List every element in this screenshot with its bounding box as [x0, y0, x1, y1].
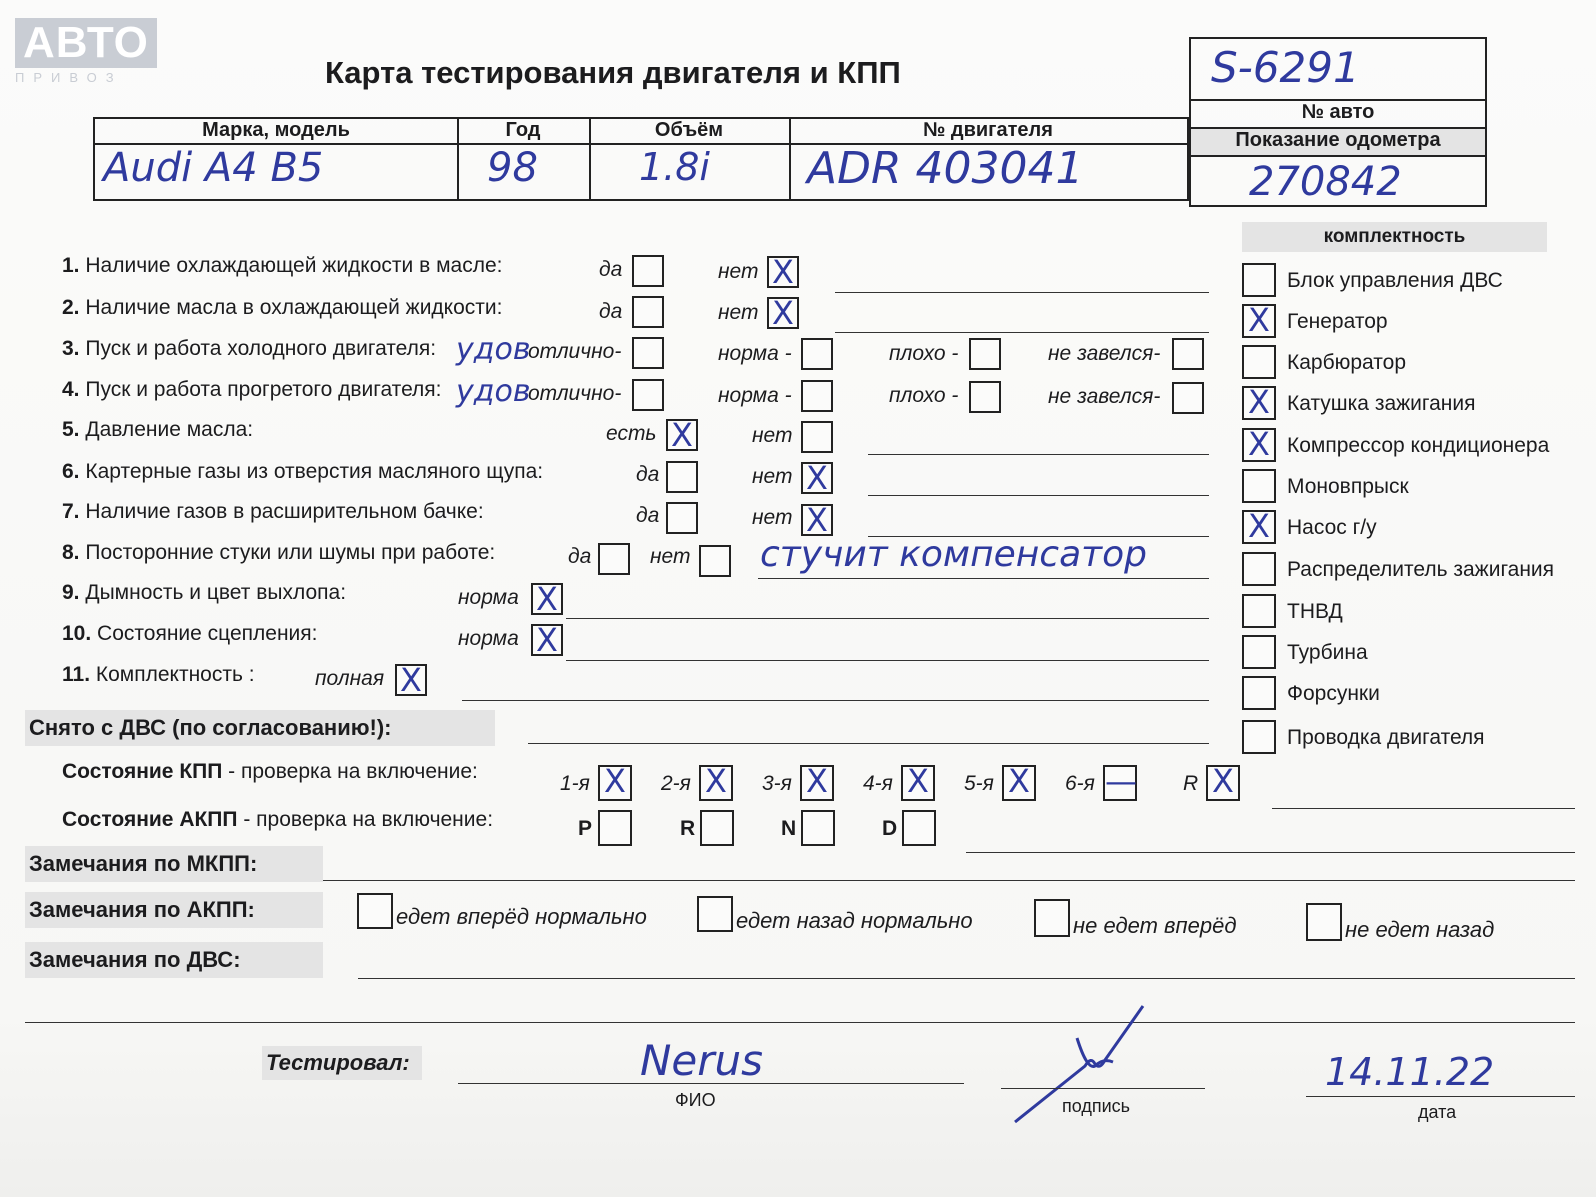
check-2-da-box[interactable]	[632, 296, 664, 328]
avto-privoz-logo	[15, 18, 157, 85]
akpp-gear-1-label: P	[578, 817, 593, 840]
kit-item-12-label: Проводка двигателя	[1287, 726, 1485, 749]
kit-item-9-box[interactable]	[1242, 594, 1276, 628]
check-4-otlichno-label: отлично-	[528, 382, 622, 405]
check-9: 9. Дымность и цвет выхлопа:	[62, 581, 347, 604]
kpp-gear-5-label: 5-я	[964, 772, 994, 795]
check-7-net-mark: X	[806, 501, 828, 539]
kpp-gear-2-label: 2-я	[661, 772, 691, 795]
kpp-gear-5-box[interactable]	[1002, 762, 1036, 801]
kpp-gear-6-label: 6-я	[1065, 772, 1095, 795]
kpp-gear-1-mark: X	[604, 762, 626, 800]
odometer-label: Показание одометра	[1235, 129, 1441, 151]
kit-title: комплектность	[1242, 222, 1547, 252]
check-4-otlichno-box[interactable]	[632, 379, 664, 411]
kpp-gear-2-box[interactable]	[699, 762, 733, 801]
akpp-opt-2-box[interactable]	[697, 896, 733, 932]
car-number-box	[1189, 37, 1487, 207]
check-4-nezavelsya-box[interactable]	[1172, 382, 1204, 414]
kit-item-10-label: Турбина	[1287, 641, 1368, 664]
check-3-handwritten: удов	[456, 332, 531, 367]
check-8-net-box[interactable]	[699, 545, 731, 577]
kit-item-8-box[interactable]	[1242, 552, 1276, 586]
kit-item-11-box[interactable]	[1242, 676, 1276, 710]
check-3-norma-box[interactable]	[801, 338, 833, 370]
check-8-da-label: да	[568, 545, 592, 568]
col-year: Год	[505, 119, 541, 141]
check-1-net-box[interactable]	[767, 253, 799, 291]
check-2-net-box[interactable]	[767, 294, 799, 332]
kpp-gear-2-mark: X	[705, 762, 727, 800]
check-4-handwritten: удов	[456, 374, 531, 409]
check-5-net-box[interactable]	[801, 421, 833, 453]
akpp-gear-2-label: R	[680, 817, 696, 840]
check-7: 7. Наличие газов в расширительном бачке:	[62, 500, 484, 523]
akpp-opt-4-label: не едет назад	[1345, 917, 1495, 942]
check-9-norma-mark: X	[536, 580, 558, 618]
volume-value: 1.8i	[639, 145, 710, 189]
check-9-norma-label: норма	[458, 586, 519, 609]
car-number-label: № авто	[1301, 101, 1375, 123]
akpp-gear-4-label: D	[882, 817, 898, 840]
kit-item-4-box[interactable]	[1242, 383, 1276, 421]
check-3-norma-label: норма -	[718, 342, 792, 365]
check-6-net-mark: X	[806, 459, 828, 497]
kpp-gear-3-label: 3-я	[762, 772, 792, 795]
check-4: 4. Пуск и работа прогретого двигателя:	[62, 378, 442, 401]
check-6-da-label: да	[636, 463, 660, 486]
check-8: 8. Посторонние стуки или шумы при работе:	[62, 541, 496, 564]
akpp-gear-3-box[interactable]	[801, 810, 835, 846]
check-7-da-label: да	[636, 504, 660, 527]
check-4-norma-label: норма -	[718, 384, 792, 407]
kit-item-1-box[interactable]	[1242, 263, 1276, 297]
check-1-net-mark: X	[772, 253, 794, 291]
odometer-value: 270842	[1249, 159, 1402, 205]
check-10-norma-label: норма	[458, 627, 519, 650]
check-1-da-label: да	[599, 258, 623, 281]
check-1: 1. Наличие охлаждающей жидкости в масле:	[62, 254, 503, 277]
check-6-net-label: нет	[752, 465, 793, 488]
check-3-nezavelsya-label: не завелся-	[1048, 342, 1161, 365]
check-10-norma-mark: X	[536, 621, 558, 659]
kit-item-2-box[interactable]	[1242, 301, 1276, 339]
kpp-gear-4-label: 4-я	[863, 772, 893, 795]
check-8-net-label: нет	[650, 545, 691, 568]
akpp-opt-4-box[interactable]	[1306, 903, 1342, 941]
logo-sub: ПРИВОЗ	[15, 70, 123, 85]
kpp-gear-6-box[interactable]	[1103, 762, 1137, 801]
kpp-gear-7-label: R	[1183, 772, 1199, 795]
check-1-net-label: нет	[718, 260, 759, 283]
remarks-akpp-label: Замечания по АКПП:	[25, 892, 323, 928]
check-4-ploho-label: плохо -	[889, 384, 959, 407]
check-5-net-label: нет	[752, 424, 793, 447]
tested-by-label: Тестировал:	[262, 1046, 422, 1080]
check-3-otlichno-box[interactable]	[632, 337, 664, 369]
akpp-opt-1-box[interactable]	[357, 893, 393, 929]
check-2-net-mark: X	[772, 294, 794, 332]
kpp-gear-3-box[interactable]	[800, 762, 834, 801]
check-11-polnaya-box[interactable]	[395, 661, 427, 699]
make-model-value: Audi A4 B5	[103, 145, 324, 191]
check-4-norma-box[interactable]	[801, 380, 833, 412]
kit-item-5-mark: X	[1248, 425, 1270, 463]
akpp-gear-1-box[interactable]	[598, 810, 632, 846]
remarks-mkpp-label: Замечания по МКПП:	[25, 846, 323, 882]
kit-item-9-label: ТНВД	[1287, 600, 1343, 623]
check-3-nezavelsya-box[interactable]	[1172, 338, 1204, 370]
kit-item-6-label: Моновпрыск	[1287, 475, 1409, 498]
kpp-gear-1-label: 1-я	[560, 772, 590, 795]
fio-value: Nerus	[640, 1036, 764, 1085]
check-3-ploho-box[interactable]	[969, 338, 1001, 370]
kpp-gear-1-box[interactable]	[598, 762, 632, 801]
kit-item-5-box[interactable]	[1242, 425, 1276, 463]
akpp-opt-3-box[interactable]	[1034, 899, 1070, 937]
akpp-label: Состояние АКПП - проверка на включение:	[62, 808, 494, 831]
check-3-ploho-label: плохо -	[889, 342, 959, 365]
kpp-gear-4-mark: X	[907, 762, 929, 800]
check-2-net-label: нет	[718, 301, 759, 324]
date-value: 14.11.22	[1325, 1050, 1495, 1094]
check-6-da-box[interactable]	[666, 461, 698, 493]
check-1-da-box[interactable]	[632, 255, 664, 287]
kit-item-4-mark: X	[1248, 383, 1270, 421]
check-11-polnaya-label: полная	[315, 667, 385, 690]
sign-caption: подпись	[1062, 1096, 1131, 1116]
check-8-note: стучит компенсатор	[760, 534, 1147, 575]
check-10: 10. Состояние сцепления:	[62, 622, 318, 645]
year-value: 98	[487, 145, 538, 191]
check-5: 5. Давление масла:	[62, 418, 254, 441]
check-7-net-label: нет	[752, 506, 793, 529]
check-2: 2. Наличие масла в охлаждающей жидкости:	[62, 296, 503, 319]
kpp-gear-7-box[interactable]	[1206, 762, 1240, 801]
check-5-est-label: есть	[606, 422, 657, 445]
col-make-model: Марка, модель	[202, 119, 350, 141]
kit-item-5-label: Компрессор кондиционера	[1287, 434, 1550, 457]
fio-caption: ФИО	[675, 1090, 716, 1110]
logo-brand: АВТО	[15, 18, 157, 68]
kit-item-7-mark: X	[1248, 507, 1270, 545]
check-4-nezavelsya-label: не завелся-	[1048, 385, 1161, 408]
check-8-da-box[interactable]	[598, 543, 630, 575]
kit-item-3-label: Карбюратор	[1287, 351, 1407, 374]
car-number-value: S-6291	[1211, 43, 1360, 92]
check-6: 6. Картерные газы из отверстия масляного щупа:	[62, 460, 544, 483]
kit-item-8-label: Распределитель зажигания	[1287, 558, 1555, 581]
akpp-opt-1-label: едет вперёд нормально	[396, 904, 647, 929]
check-9-norma-box[interactable]	[531, 580, 563, 618]
akpp-opt-2-label: едет назад нормально	[736, 908, 973, 933]
col-engine-no: № двигателя	[923, 119, 1053, 141]
check-5-est-mark: X	[671, 416, 693, 454]
date-caption: дата	[1418, 1102, 1457, 1122]
check-3: 3. Пуск и работа холодного двигателя:	[62, 337, 437, 360]
check-10-norma-box[interactable]	[531, 621, 563, 659]
kpp-gear-7-mark: X	[1212, 762, 1234, 800]
kpp-label: Состояние КПП - проверка на включение:	[62, 760, 478, 783]
kpp-gear-5-mark: X	[1008, 762, 1030, 800]
akpp-gear-2-box[interactable]	[700, 810, 734, 846]
akpp-gear-4-box[interactable]	[902, 810, 936, 846]
kit-item-1-label: Блок управления ДВС	[1287, 269, 1503, 292]
kit-item-2-mark: X	[1248, 301, 1270, 339]
kit-item-3-box[interactable]	[1242, 345, 1276, 379]
kit-item-10-box[interactable]	[1242, 635, 1276, 669]
kit-item-2-label: Генератор	[1287, 310, 1388, 333]
check-7-da-box[interactable]	[666, 502, 698, 534]
check-5-est-box[interactable]	[666, 416, 698, 454]
check-3-otlichno-label: отлично-	[528, 340, 622, 363]
kit-item-12-box[interactable]	[1242, 720, 1276, 754]
akpp-opt-3-label: не едет вперёд	[1073, 913, 1237, 938]
check-11: 11. Комплектность :	[62, 663, 255, 686]
kit-item-7-box[interactable]	[1242, 507, 1276, 545]
kpp-gear-3-mark: X	[806, 762, 828, 800]
kit-item-11-label: Форсунки	[1287, 682, 1380, 705]
check-4-ploho-box[interactable]	[969, 381, 1001, 413]
kit-item-6-box[interactable]	[1242, 469, 1276, 503]
kpp-gear-6-mark: —	[1105, 762, 1137, 800]
check-6-net-box[interactable]	[801, 459, 833, 497]
removed-label: Снято с ДВС (по согласованию!):	[25, 710, 495, 746]
akpp-gear-3-label: N	[781, 817, 797, 840]
kpp-gear-4-box[interactable]	[901, 762, 935, 801]
kit-item-4-label: Катушка зажигания	[1287, 392, 1476, 415]
remarks-dvs-label: Замечания по ДВС:	[25, 942, 323, 978]
col-volume: Объём	[654, 119, 724, 141]
engine-no-value: ADR 403041	[807, 143, 1084, 194]
vehicle-header-table	[93, 117, 1189, 201]
check-11-polnaya-mark: X	[400, 661, 422, 699]
kit-item-7-label: Насос г/у	[1287, 516, 1377, 539]
page-title: Карта тестирования двигателя и КПП	[325, 55, 901, 90]
check-2-da-label: да	[599, 300, 623, 323]
check-7-net-box[interactable]	[801, 501, 833, 539]
